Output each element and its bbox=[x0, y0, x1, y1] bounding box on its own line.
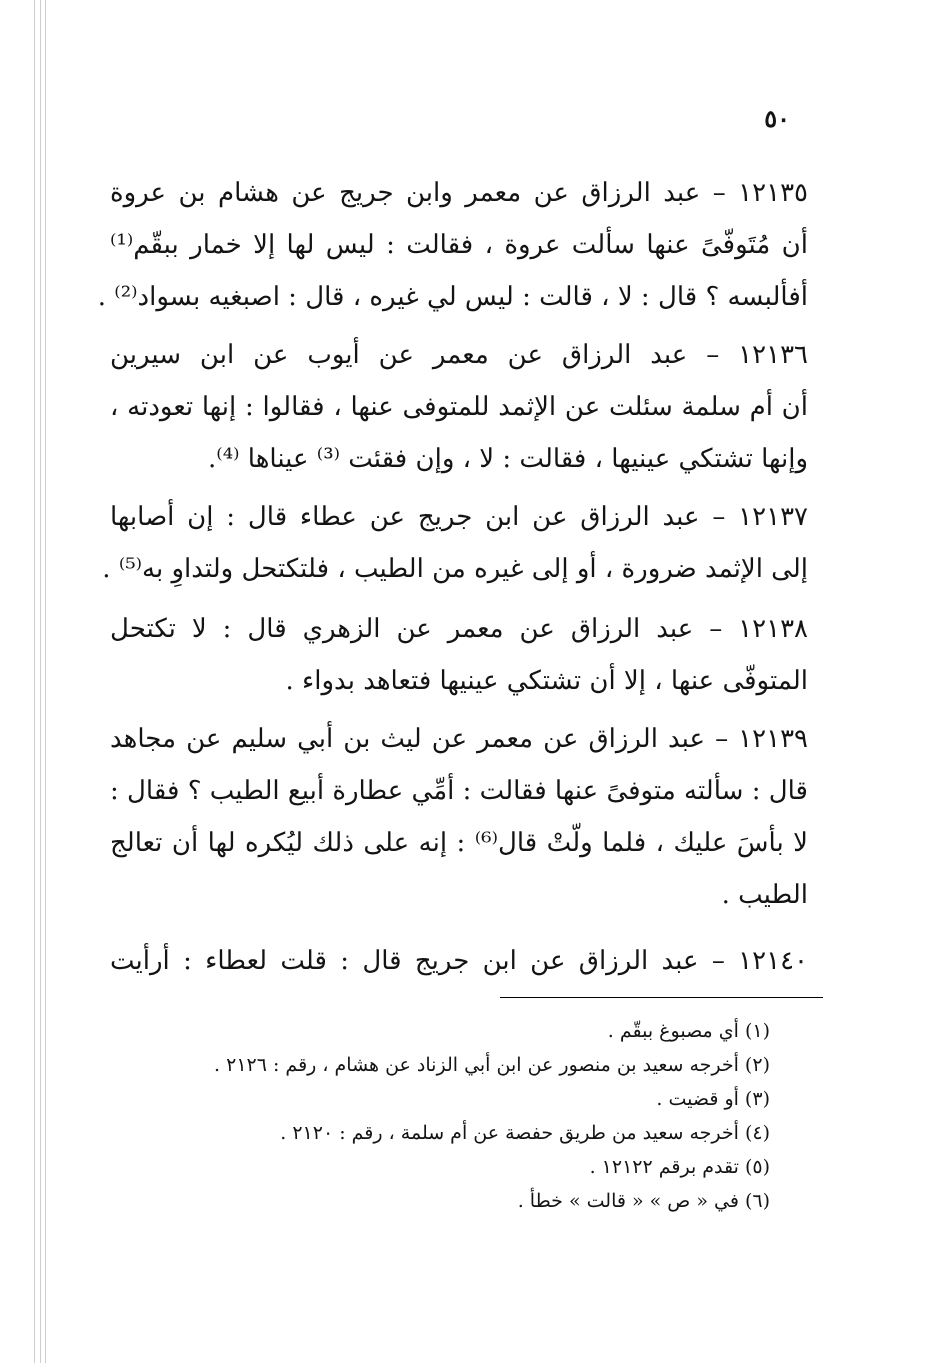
footnote: (٤) أخرجه سعيد من طريق حفصة عن أم سلمة ، رقم : ٢١٢٠ . bbox=[280, 1122, 770, 1144]
hadith-line: أن مُتَوفّىً عنها سألت عروة ، فقالت : ليس لها إلا خمار ببقّم⁽¹⁾ bbox=[110, 230, 808, 260]
hadith-line: ١٢١٤٠ – عبد الرزاق عن ابن جريج قال : قلت لعطاء : أرأيت bbox=[110, 946, 808, 976]
hadith-12135 bbox=[97, 167, 808, 323]
hadith-line: الطيب . bbox=[721, 880, 808, 910]
hadith-line: وإنها تشتكي عينيها ، فقالت : لا ، وإن فقئت ⁽³⁾ عيناها ⁽⁴⁾. bbox=[208, 444, 808, 474]
hadith-line: إلى الإثمد ضرورة ، أو إلى غيره من الطيب ، فلتكتحل ولتداوِ به⁽⁵⁾ . bbox=[102, 554, 808, 584]
hadith-line: ١٢١٣٩ – عبد الرزاق عن معمر عن ليث بن أبي سليم عن مجاهد bbox=[110, 724, 808, 754]
hadith-line: قال : سألته متوفىً عنها فقالت : أمِّي عطارة أبيع الطيب ؟ فقال : bbox=[110, 776, 808, 806]
footnote: (٦) في « ص » « قالت » خطأ . bbox=[517, 1190, 770, 1212]
footnote: (٥) تقدم برقم ١٢١٢٢ . bbox=[589, 1156, 770, 1178]
hadith-line: ١٢١٣٥ – عبد الرزاق عن معمر وابن جريج عن هشام بن عروة bbox=[110, 178, 808, 208]
hadith-12137 bbox=[102, 491, 808, 595]
hadith-12136 bbox=[110, 329, 808, 485]
hadith-12139 bbox=[110, 713, 808, 921]
footnote: (١) أي مصبوغ ببقّم . bbox=[607, 1020, 770, 1042]
hadith-line: لا بأسَ عليك ، فلما ولّتْ قال⁽⁶⁾ : إنه على ذلك ليُكره لها أن تعالج bbox=[110, 828, 808, 858]
hadith-line: المتوفّى عنها ، إلا أن تشتكي عينيها فتعاهد بدواء . bbox=[285, 666, 808, 696]
page-edge-line bbox=[45, 0, 46, 1363]
footnote: (٣) أو قضيت . bbox=[656, 1088, 770, 1110]
footnote: (٢) أخرجه سعيد بن منصور عن ابن أبي الزناد عن هشام ، رقم : ٢١٢٦ . bbox=[214, 1054, 770, 1076]
hadith-12138 bbox=[110, 603, 808, 707]
hadith-line: أن أم سلمة سئلت عن الإثمد للمتوفى عنها ، فقالوا : إنها تعودته ، bbox=[110, 392, 809, 422]
hadith-line: ١٢١٣٨ – عبد الرزاق عن معمر عن الزهري قال : لا تكتحل bbox=[110, 614, 808, 644]
hadith-line: ١٢١٣٦ – عبد الرزاق عن معمر عن أيوب عن ابن سيرين bbox=[110, 340, 808, 370]
footnotes bbox=[180, 1014, 770, 1218]
hadith-line: أفألبسه ؟ قال : لا ، قالت : ليس لي غيره ، قال : اصبغيه بسواد⁽²⁾ . bbox=[97, 282, 808, 312]
page-number: ٥٠ bbox=[764, 104, 790, 133]
hadith-12140 bbox=[110, 935, 808, 987]
page-edge-line bbox=[40, 0, 41, 1363]
hadith-line: ١٢١٣٧ – عبد الرزاق عن ابن جريج عن عطاء قال : إن أصابها bbox=[110, 502, 808, 532]
page-edge-line bbox=[34, 0, 35, 1363]
footnote-separator bbox=[500, 997, 823, 998]
